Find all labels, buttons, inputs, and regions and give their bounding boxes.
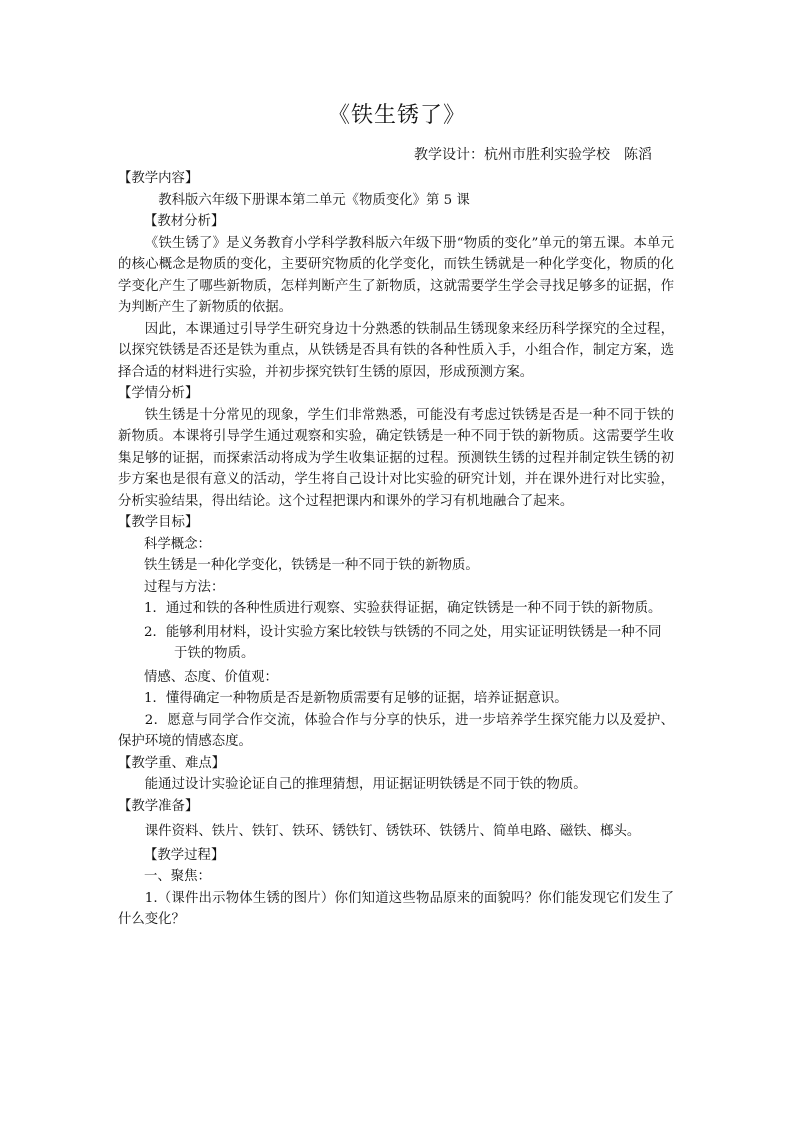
author-line: 教学设计：杭州市胜利实验学校 陈滔 <box>414 147 652 163</box>
key-points-text: 能通过设计实验论证自己的推理猜想，用证据证明铁锈是不同于铁的物质。 <box>144 777 587 792</box>
document-body <box>118 168 674 931</box>
section-heading-process: 【教学过程】 <box>144 847 225 863</box>
focus-item-1: 1.（课件出示物体生锈的图片）你们知道这些物品原来的面貌吗？你们能发现它们发生了什么变化？ <box>118 890 674 927</box>
content-text: 教科版六年级下册课本第二单元《物质变化》第 5 课 <box>158 192 470 208</box>
document-title: 《铁生锈了》 <box>327 103 466 128</box>
method-label: 过程与方法： <box>144 579 225 595</box>
method-item: 2．能够利用材料，设计实验方案比较铁与铁锈的不同之处，用实证证明铁锈是一种不同于铁的物质。 <box>144 624 662 661</box>
section-heading-student: 【学情分析】 <box>118 386 199 401</box>
concept-text: 铁生锈是一种化学变化，铁锈是一种不同于铁的新物质。 <box>144 558 479 573</box>
concept-label: 科学概念： <box>144 536 211 552</box>
student-paragraph: 铁生锈是十分常见的现象，学生们非常熟悉，可能没有考虑过铁锈是否是一种不同于铁的新物质。本课将引导学生通过观察和实验，确定铁锈是一种不同于铁的新物质。这需要学生收集足够的证据，而探索活动将成为学生收集证据的过程。预测铁生锈的过程并制定铁生锈的初步方案也是很有意义的活动，学生将自己设计对比实验的研究计划，并在课外进行对比实验，分析实验结果，得出结论。这个过程把课内和课外的学习有机地融合了起来。 <box>118 407 674 509</box>
focus-label: 一、聚焦： <box>144 869 211 884</box>
analysis-paragraph-1: 《铁生锈了》是义务教育小学科学教科版六年级下册“物质的变化”单元的第五课。本单元的核心概念是物质的变化，主要研究物质的化学变化，而铁生锈就是一种化学变化，物质的化学变化产生了哪些新物质，怎样判断产生了新物质，这就需要学生学会寻找足够多的证据，作为判断产生了新物质的依据。 <box>118 235 674 315</box>
section-heading-analysis: 【教材分析】 <box>144 214 225 229</box>
section-heading-goals: 【教学目标】 <box>118 515 199 530</box>
section-heading-preparation: 【教学准备】 <box>118 798 199 814</box>
method-item: 1．通过和铁的各种性质进行观察、实验获得证据，确定铁锈是一种不同于铁的新物质。 <box>144 601 662 616</box>
analysis-paragraph-2: 因此，本课通过引导学生研究身边十分熟悉的铁制品生锈现象来经历科学探究的全过程，以探究铁锈是否还是铁为重点，从铁锈是否具有铁的各种性质入手，小组合作，制定方案，选择合适的材料进行实验，并初步探究铁钉生锈的原因，形成预测方案。 <box>118 321 674 380</box>
section-heading-content: 【教学内容】 <box>118 171 199 186</box>
section-heading-key-points: 【教学重、难点】 <box>118 755 226 771</box>
emotion-item-1: 1．懂得确定一种物质是否是新物质需要有足够的证据，培养证据意识。 <box>144 691 568 706</box>
emotion-label: 情感、态度、价值观： <box>144 669 278 685</box>
preparation-text: 课件资料、铁片、铁钉、铁环、锈铁钉、锈铁环、铁锈片、简单电路、磁铁、榔头。 <box>144 824 641 839</box>
emotion-item-2: 2．愿意与同学合作交流，体验合作与分享的快乐，进一步培养学生探究能力以及爱护、保护环境的情感态度。 <box>118 712 674 749</box>
